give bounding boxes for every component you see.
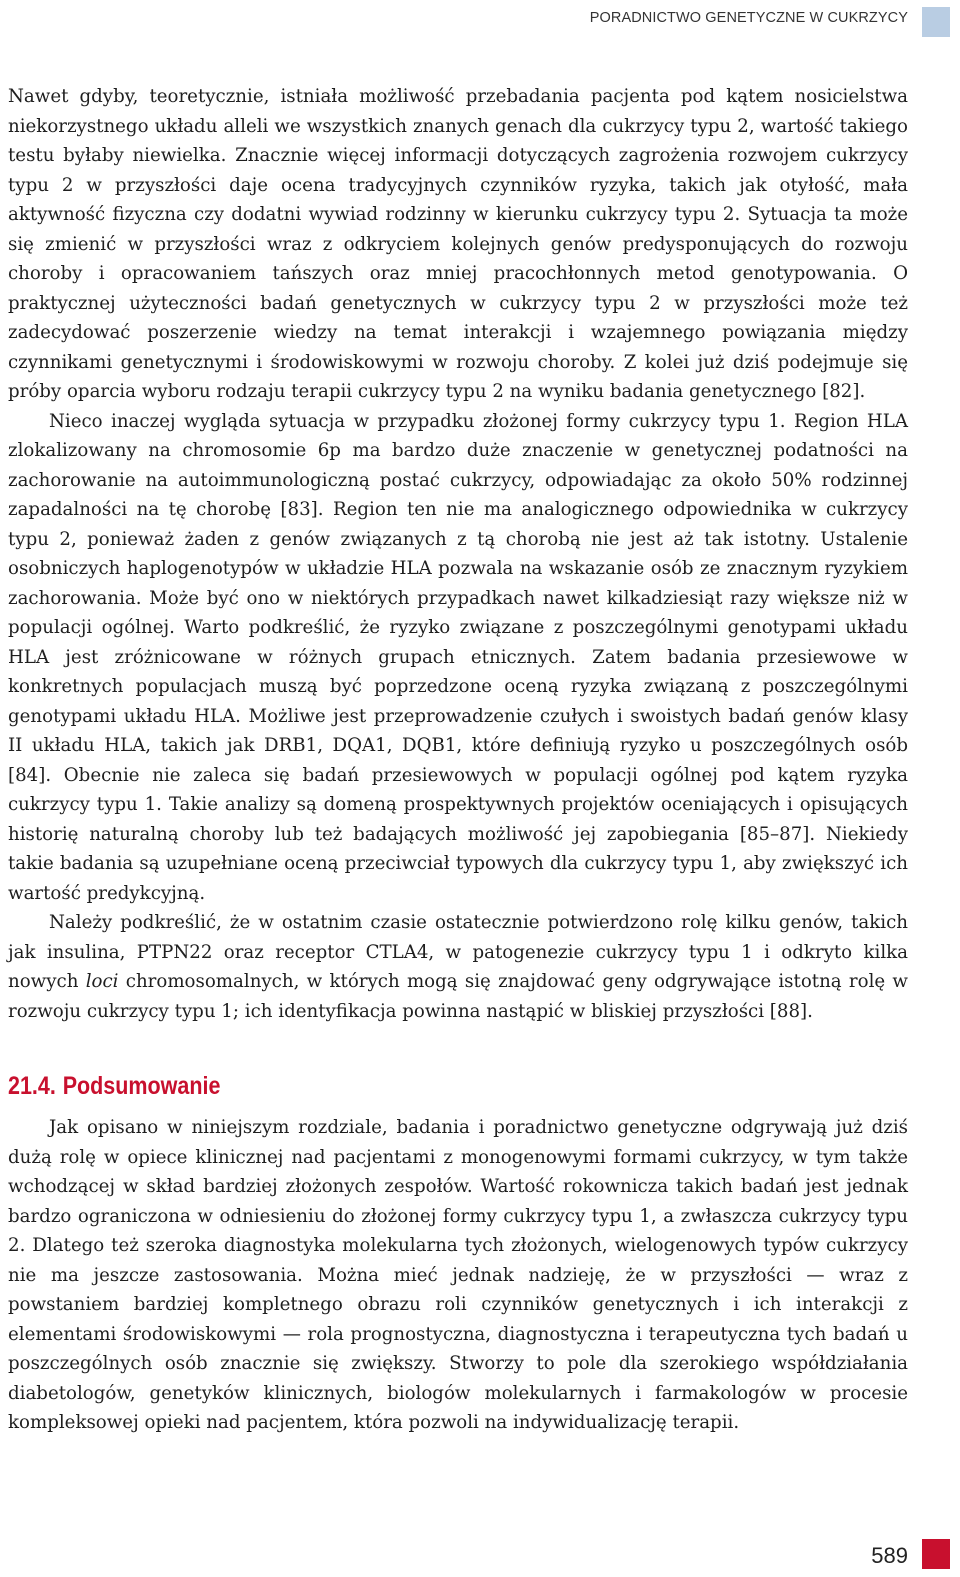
body-paragraph-3	[8, 908, 908, 1026]
section-heading	[8, 1071, 782, 1101]
body-paragraph-3-part-2: chromosomalnych, w których mogą się znajdować geny odgrywające istotną rolę w rozwoju cukrzycy typu 1; ich identyfikacja powinna nastąpić w bliskiej przyszłości [88].	[8, 971, 909, 1022]
section-number: 21.4.	[8, 1072, 56, 1100]
body-paragraph-1: Nawet gdyby, teoretycznie, istniała możliwość przebadania pacjenta pod kątem nosicielstwa niekorzystnego układu alleli we wszystkich znanych genach dla cukrzycy typu 2, wartość takiego testu byłaby niewielka. Znacznie więcej informacji dotyczących zagrożenia rozwojem cukrzycy typu 2 w przyszłości daje ocena tradycyjnych czynników ryzyka, takich jak otyłość, mała aktywność fizyczna czy dodatni wywiad rodzinny w kierunku cukrzycy typu 2. Sytuacja ta może się zmienić w przyszłości wraz z odkryciem kolejnych genów predysponujących do rozwoju choroby i opracowaniem tańszych oraz mniej pracochłonnych metod genotypowania. O praktycznej użyteczności badań genetycznych w cukrzycy typu 2 w przyszłości może też zadecydować poszerzenie wiedzy na temat interakcji i wzajemnego powiązania między czynnikami genetycznymi i środowiskowymi w rozwoju choroby. Z kolei już dziś podejmuje się próby oparcia wyboru rodzaju terapii cukrzycy typu 2 na wyniku badania genetycznego [82].	[8, 86, 908, 402]
header-color-tab	[922, 7, 950, 37]
section-title: Podsumowanie	[62, 1072, 221, 1100]
italic-term-loci: loci	[85, 971, 119, 992]
page-content	[8, 82, 908, 1438]
running-header: PORADNICTWO GENETYCZNE W CUKRZYCY	[589, 10, 908, 26]
page-number: 589	[871, 1543, 908, 1568]
summary-paragraph: Jak opisano w niniejszym rozdziale, badania i poradnictwo genetyczne odgrywają już dziś dużą rolę w opiece klinicznej nad pacjentami z monogenowymi formami cukrzycy, w tym także wchodzącej w skład bardziej złożonych zespołów. Wartość rokownicza takich badań jest jednak bardzo ograniczona w odniesieniu do złożonej formy cukrzycy typu 1, a zwłaszcza cukrzycy typu 2. Dlatego też szeroka diagnostyka molekularna tych złożonych, wielogenowych typów cukrzycy nie ma jeszcze zastosowania. Można mieć jednak nadzieję, że w przyszłości — wraz z powstaniem bardziej kompletnego obrazu roli czynników genetycznych i ich interakcji z elementami środowiskowymi — rola prognostyczna, diagnostyczna i terapeutyczna tych badań u poszczególnych osób znacznie się zwiększy. Stworzy to pole dla szerokiego współdziałania diabetologów, genetyków klinicznych, biologów molekularnych i farmakologów w procesie kompleksowej opieki nad pacjentem, która pozwoli na indywidualizację terapii.	[8, 1117, 908, 1433]
body-paragraph-2: Nieco inaczej wygląda sytuacja w przypadku złożonej formy cukrzycy typu 1. Region HLA zlokalizowany na chromosomie 6p ma bardzo duże znaczenie w genetycznej podatności na zachorowanie na autoimmunologiczną postać cukrzycy, odpowiadając za około 50% rodzinnej zapadalności na tę chorobę [83]. Region ten nie ma analogicznego odpowiednika w cukrzycy typu 2, ponieważ żaden z genów związanych z tą chorobą nie jest aż tak istotny. Ustalenie osobniczych haplogenotypów w układzie HLA pozwala na wskazanie osób ze znacznym ryzykiem zachorowania. Może być ono w niektórych przypadkach nawet kilkadziesiąt razy większe niż w populacji ogólnej. Warto podkreślić, że ryzyko związane z poszczególnymi genotypami układu HLA jest zróżnicowane w różnych grupach etnicznych. Zatem badania przesiewowe w konkretnych populacjach muszą być poprzedzone oceną ryzyka związaną z poszczególnymi genotypami układu HLA. Możliwe jest przeprowadzenie czułych i swoistych badań genów klasy II układu HLA, takich jak DRB1, DQA1, DQB1, które definiują ryzyko u poszczególnych osób [84]. Obecnie nie zaleca się badań przesiewowych w populacji ogólnej pod kątem ryzyka cukrzycy typu 1. Takie analizy są domeną prospektywnych projektów oceniających i opisujących historię naturalną choroby lub też badających możliwość jej zapobiegania [85–87]. Niekiedy takie badania są uzupełniane oceną przeciwciał typowych dla cukrzycy typu 1, aby zwiększyć ich wartość predykcyjną.	[8, 410, 908, 904]
footer-color-tab	[922, 1539, 950, 1569]
body-paragraph-3-part-1: Należy podkreślić, że w ostatnim czasie ostatecznie potwierdzono rolę kilku genów, takich jak insulina, PTPN22 oraz receptor CTLA4, w patogenezie cukrzycy typu 1 i odkryto kilka nowych	[8, 912, 908, 992]
